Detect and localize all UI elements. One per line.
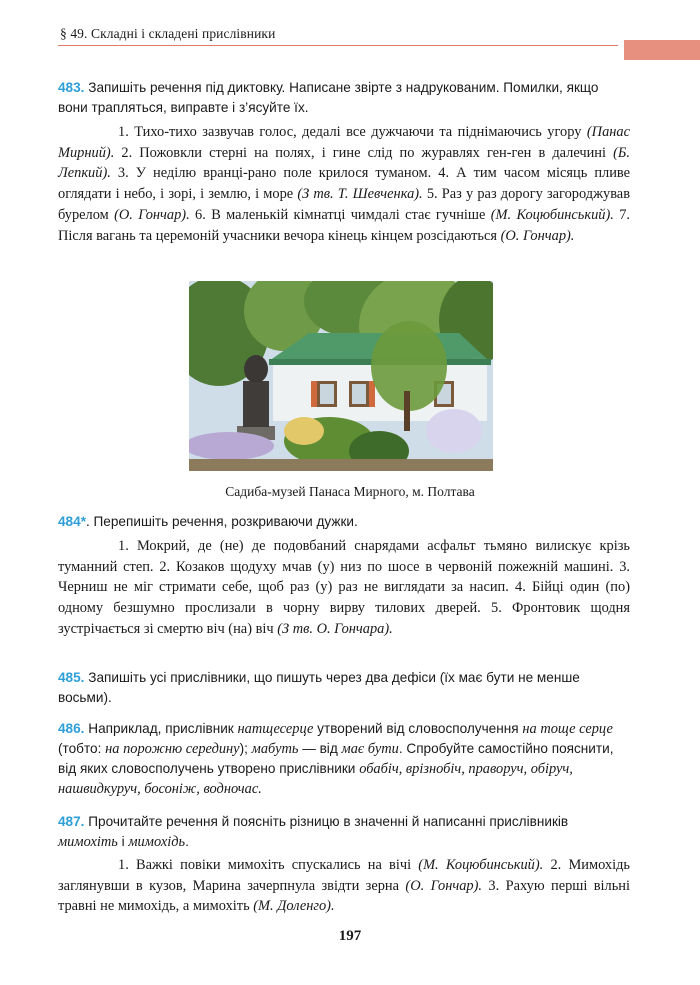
header-color-tab: [624, 40, 700, 60]
exercise-485-task: [58, 668, 630, 708]
exercise-483-text: 1. Тихо-тихо зазвучав голос, дедалі все дужчаючи та піднімаючись угору (Панас Мирний). 2. Пожовкли стерні на полях, і гине слід по журавлях ген-ген в далечині (Б. Лепкий). 3. У неділю вранці-рано поле крилося туманом. 4. А тим часом місяць пливе оглядати і небо, і зорі, і землю, і море (З тв. Т. Шевченка). 5. Раз у раз дорогу загороджував бурелом (О. Гончар). 6. В маленькій кімнатці чимдалі стає гучніше (М. Коцюбинський). 7. Після вагань та церемоній учасники вечора кінець кінцем розсідаються (О. Гончар).: [58, 124, 631, 244]
exercise-483-task: [58, 78, 630, 118]
header-rule: [58, 45, 618, 46]
exercise-487-task: 487. Прочитайте речення й поясніть різницю в значенні й написанні прислівників мимохіть і мимохідь.: [58, 814, 569, 850]
exercise-number: 487.: [58, 814, 85, 829]
exercise-number: 485.: [58, 670, 85, 685]
exercise-number: 483.: [58, 80, 85, 95]
exercise-486-task: 486. Наприклад, прислівник натщесерце утворений від словосполучення на тоще серце (тобто: на порожню середину); мабуть — від має бути. Спробуйте самостійно пояснити, від яких словосполучень утворено прислівники обабіч, врізнобіч, праворуч, обіруч, нашвидкуруч, босоніж, водночас.: [58, 721, 614, 797]
task-text: . Перепишіть речення, розкриваючи дужки.: [85, 514, 358, 529]
exercise-484-task: [58, 512, 630, 532]
task-text: Запишіть усі прислівники, що пишуть через два дефіси (їх має бути не менше восьми).: [58, 670, 580, 705]
exercise-number: 486.: [58, 721, 85, 736]
section-title: § 49. Складні і складені прислівники: [60, 26, 276, 41]
exercise-number: 484: [58, 514, 81, 529]
page-number: 197: [338, 928, 362, 944]
photo-caption: Садиба-музей Панаса Мирного, м. Полтава: [225, 484, 475, 499]
exercise-487-text: 1. Важкі повіки мимохіть спускались на вічі (М. Коцюбинський). 2. Мимохідь заглянувши в кузов, Марина зачерпнула звідти зерна (О. Гончар). 3. Рахую перші вільні травні не мимохідь, а мимохіть (М. Доленго).: [58, 857, 630, 915]
star-mark: *: [80, 514, 86, 529]
task-text: Запишіть речення під диктовку. Написане звірте з надрукованим. Помилки, якщо вони трапляться, виправте і з’ясуйте їх.: [58, 80, 599, 115]
museum-photo: [189, 281, 493, 471]
exercise-484-text: 1. Мокрий, де (не) де подовбаний снарядами асфальт тьмяно вилискує крізь туманний степ. 2. Козаков щодуху мчав (у) низ по шосе в червоній пожежній машині. 3. Черниш не міг стримати себе, щоб раз (у) раз не виглядати за насип. 4. Бійці один (по) одному безшумно прослизали в чорну вирву тилових дверей. 5. Фронтовик щодня зустрічається зі смертю віч (на) віч (З тв. О. Гончара).: [58, 538, 630, 637]
